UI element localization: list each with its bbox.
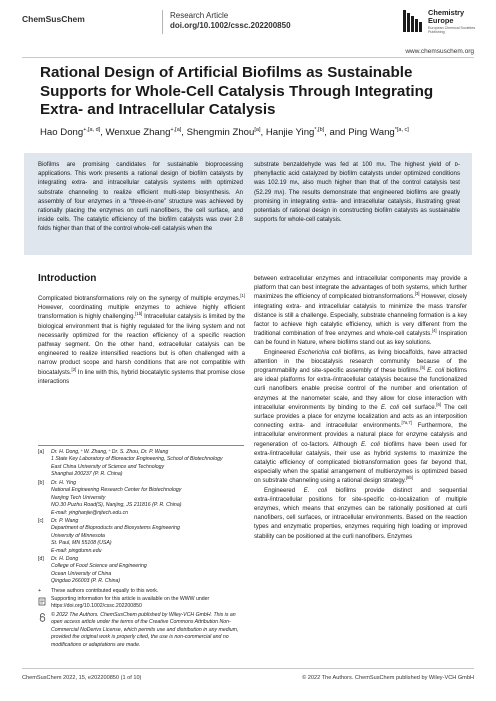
journal-website-link[interactable]: www.chemsuschem.org — [405, 48, 474, 55]
logo-text-europe: Europe — [428, 16, 454, 25]
affiliation-c: [c] Dr. P. Wang Department of Bioproducts and Biosystems Engineering University of Minnesota St. Paul, MN 55108 (USA) E-mail: pingdumn.edu — [38, 518, 246, 555]
intro-paragraph-right-2: Engineered Escherichia coli biofilms, as living biocaffolds, have attracted attention in the biocatalysis research community because of the programmability and site-specific assembly of these biofilms.[5] E. coli biofilms are ideal platforms for extra-/intracellular catalysis because the functionalized curli nanofibers enable precise control of the number and orientation of enzymes at the nanometer scale, and they allow for close interaction with intracellular environments by binding to the E. coli cell surface.[6] The cell surface provides a place for enzyme localization and acts as an interposition connecting extra- and intracellular environments.[7a,7] Furthermore, the intracellular environment provides a natural place for enzyme catalysis and regeneration of co-factors. Although E. coli biofilms have been used for extra-/intracellular catalysis, their use as hybrid systems to maximize the catalytic efficiency of complicated biotransformation goes far beyond that, especially when the spatial arrangement of multienzymes is optimized based on substrate channeling using a rational design strategy.[8b] — [254, 348, 467, 485]
article-type: Research Article — [170, 11, 229, 20]
email-ying[interactable]: E-mail: yinghanjie@njtech.edu.cn — [51, 509, 129, 516]
header-rule — [22, 57, 474, 58]
intro-paragraph-right-3: Engineered E. coli biofilms provide distinct and sequential extra-/intracellular positions for site-specific co-localization of multiple enzymes, which means that enzymes can be rationally positioned at curli nanofibers, cell surfaces, or intracellular environments. Based on the reaction types and enzymatic properties, enzymes requiring high loading or improved stability can be positioned at the curli nanofibers. Enzymes — [254, 486, 467, 540]
section-heading-introduction: Introduction — [38, 273, 97, 284]
affiliation-rule — [38, 445, 244, 446]
affiliation-a: [a] Dr. H. Dong,⁺ W. Zhang,⁺ Dr. S. Zhou, Dr. P. Wang 1 State Key Laboratory of Bioreactor Engineering, School of Biotechnology East China University of Science and Technology Shanghai 200237 (P. R. China) — [38, 449, 223, 478]
note-license: © 2022 The Authors. ChemSusChem published by Wiley-VCH GmbH. This is an open access article under the terms of the Creative Commons Attribution Non-Commercial NoDerivs License, which permits use and distribution in any medium, provided the original work is properly cited, the use is non-commercial and no modifications or adaptations are made. — [51, 612, 239, 648]
abstract-box — [24, 153, 472, 255]
author-4[interactable]: Hanjie Ying$^{*,[b]}$ — [265, 127, 325, 139]
doi-link[interactable]: doi.org/10.1002/cssc.202200850 — [170, 21, 291, 30]
logo-text-subtitle: European Chemical Societies Publishing — [428, 26, 476, 35]
logo-text-chemistry: Chemistry — [428, 8, 465, 17]
affiliation-b: [b] Dr. H. Ying National Engineering Research Center for Biotechnology Nanjing Tech University NO.30 Puzhu Road(S), Nanjing, JS 211816 (P. R. China) E-mail: yinghanjie@njtech.edu.cn — [38, 480, 246, 517]
footer-rule — [22, 668, 474, 669]
abstract-column-2: substrate benzaldehyde was fed at 100 mʌ. The highest yield of ᴅ-phenyllactic acid catalyzed by biofilm catalysts under optimized conditions was 102.19 mʌ, also much higher than that of the control catalysis test (52.29 mʌ). The results demonstrate that engineered biofilms are greatly promising in integrating extra- and intracellular catalysis, illustrating great potentials of rational design in constructing biofilm catalysts as sustainable supports for whole-cell catalysis. — [254, 161, 460, 224]
email-wang[interactable]: E-mail: pingdumn.edu — [51, 547, 102, 554]
intro-right-column — [254, 274, 467, 541]
journal-name: ChemSusChem — [22, 14, 85, 24]
header-separator — [162, 10, 163, 34]
author-3[interactable]: Shengmin Zhou[a] — [186, 127, 261, 139]
author-list: Hao Dong$^{+,[a, d]}$, Wenxue Zhang$^{+,[a]}$, Shengmin Zhou[a], Hanjie Ying$^{*,[b]}$, and Ping Wang$^{*[a, c]}$ — [40, 127, 409, 139]
author-5[interactable]: Ping Wang$^{*[a, c]}$ — [348, 127, 409, 139]
footer-copyright: © 2022 The Authors. ChemSusChem published by Wiley-VCH GmbH — [302, 675, 474, 681]
chemistry-europe-logo-icon — [399, 8, 425, 34]
intro-paragraph-left: Complicated biotransformations rely on the synergy of multiple enzymes.[1] However, coordinating multiple enzymes to achieve highly efficient transformation is highly challenging.[1b] Intracellular catalysis is limited by the biological environment that is highly regulated for the living system and not necessarily optimized for the reaction efficiency of a specific reaction pathway segment. On the other hand, extracellular catalysis can be engineered to realize intensified reactions but is often challenged with a narrow product scope and harsh conditions that are not compatible with biocatalysts.[2] In line with this, hybrid biocatalytic systems that promise close interactions — [38, 292, 245, 385]
abstract-column-1: Biofilms are promising candidates for sustainable bioprocessing applications. This work presents a rational design of biofilm catalysts by integrating extra- and intracellular catalysis systems with optimized substrate channeling to realize efficient multi-step biosynthesis. An assembly of four enzymes in a “three-in-one” structure was achieved by rationally placing the enzymes on curli nanofibers, the cell surface, and inside cells. The catalytic efficiency of the biofilm catalysts was over 2.8 folds higher than that of the control whole-cell catalysis when the — [38, 161, 243, 233]
intro-paragraph-right-1: between extracellular enzymes and intracellular components may provide a platform that can best integrate the advantages of both systems, which further maximizes the efficiency of complicated biotransformations.[3] However, closely integrating extra- and intracellular catalysis to minimize the mass transfer distance is still a challenge. Especially, substrate channeling formation is a key factor to achieve high catalytic efficiency, which is very different from the traditional combination of free enzymes and whole-cell catalysts.[4] Inspiration can be found in Nature, where biofilms stand out as key solutions. — [254, 275, 467, 347]
note-equal-contribution: + These authors contributed equally to this work. — [38, 588, 159, 594]
author-2[interactable]: Wenxue Zhang$^{+,[a]}$ — [105, 127, 182, 139]
note-supporting-information[interactable]: Supporting information for this article is available on the WWW under https://doi.org/10.1002/cssc.202200850 — [51, 596, 210, 610]
article-title: Rational Design of Artificial Biofilms as Sustainable Supports for Whole-Cell Catalysis Through Integrating Extra- and Intracellular Catalysis — [40, 64, 434, 118]
affiliation-d: [d] Dr. H. Dong College of Food Science and Engineering Ocean University of China Qingdao 266003 (P. R. China) — [38, 556, 147, 585]
footer-citation: ChemSusChem 2022, 15, e202200850 (1 of 10) — [22, 675, 142, 681]
author-1[interactable]: Hao Dong$^{+,[a, d]}$ — [40, 127, 101, 139]
